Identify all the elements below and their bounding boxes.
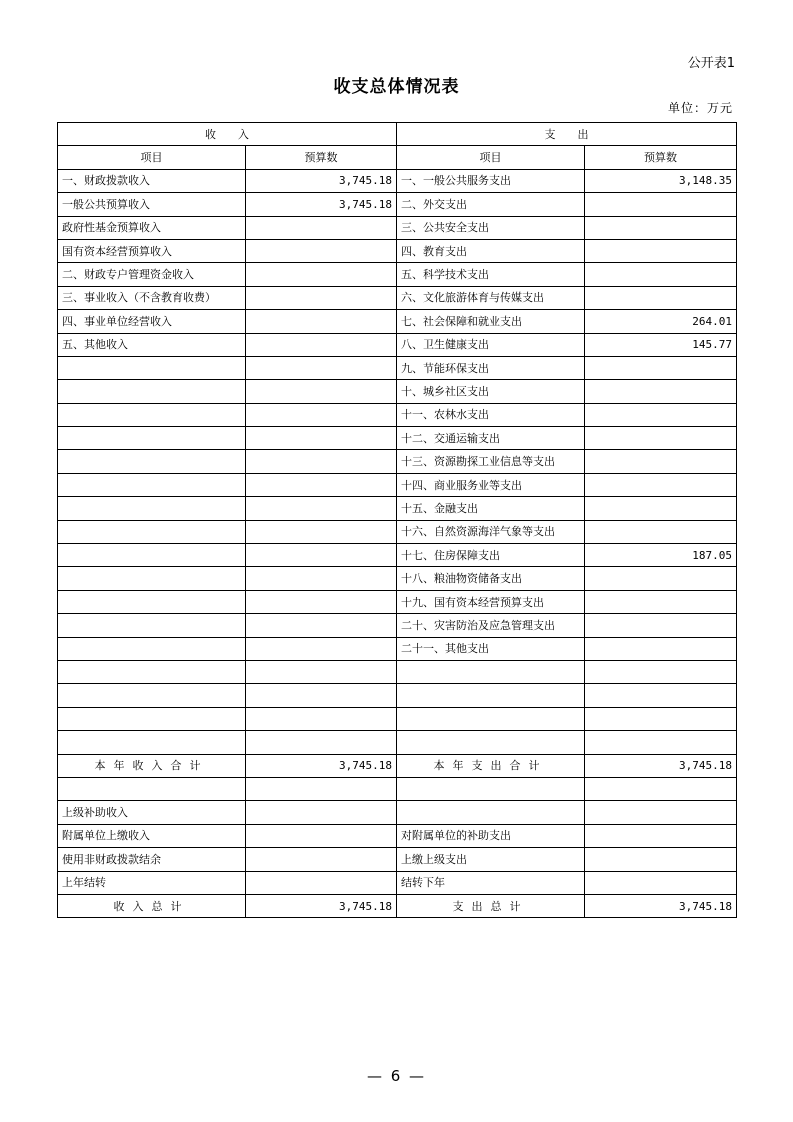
income-item-cell [58, 660, 246, 683]
expense-budget-cell [585, 380, 737, 403]
expense-item-cell: 五、科学技术支出 [397, 263, 585, 286]
income-item-cell [58, 427, 246, 450]
year-total-row [58, 754, 737, 777]
expense-budget-cell [585, 660, 737, 683]
table-row [58, 520, 737, 543]
table-row [58, 707, 737, 730]
income-budget-cell [246, 567, 397, 590]
income-budget-cell [246, 848, 397, 871]
header-row-sections [58, 123, 737, 146]
table-row [58, 356, 737, 379]
income-budget-cell [246, 427, 397, 450]
expense-budget-cell [585, 520, 737, 543]
table-row [58, 310, 737, 333]
income-item-cell: 一、财政拨款收入 [58, 169, 246, 192]
expense-budget-cell [585, 801, 737, 824]
income-budget-cell [246, 473, 397, 496]
income-budget-cell: 3,745.18 [246, 754, 397, 777]
table-row [58, 567, 737, 590]
expense-budget-cell [585, 871, 737, 894]
expense-budget-cell [585, 684, 737, 707]
expense-budget-cell [585, 239, 737, 262]
budget-table-body [58, 123, 737, 918]
income-item-cell: 附属单位上缴收入 [58, 824, 246, 847]
unit-label: 单位：万元 [667, 101, 733, 115]
income-item-cell [58, 544, 246, 567]
income-item-cell: 上年结转 [58, 871, 246, 894]
income-budget-cell [246, 707, 397, 730]
income-budget-cell [246, 497, 397, 520]
income-budget-cell [246, 637, 397, 660]
income-item-cell [58, 356, 246, 379]
income-item-cell: 四、事业单位经营收入 [58, 310, 246, 333]
expense-item-cell: 支出总计 [397, 894, 585, 917]
expense-item-cell: 十、城乡社区支出 [397, 380, 585, 403]
income-budget-cell [246, 216, 397, 239]
expense-item-cell: 七、社会保障和就业支出 [397, 310, 585, 333]
income-budget-cell [246, 614, 397, 637]
income-item-cell [58, 380, 246, 403]
expense-item-cell: 十七、住房保障支出 [397, 544, 585, 567]
table-row [58, 169, 737, 192]
income-budget-cell [246, 356, 397, 379]
expense-item-cell [397, 801, 585, 824]
table-row [58, 801, 737, 824]
income-item-cell [58, 590, 246, 613]
income-budget-cell [246, 660, 397, 683]
expense-budget-cell [585, 824, 737, 847]
table-row [58, 684, 737, 707]
expense-item-cell [397, 731, 585, 754]
expense-budget-cell: 264.01 [585, 310, 737, 333]
expense-item-cell: 三、公共安全支出 [397, 216, 585, 239]
income-item-cell [58, 520, 246, 543]
table-row [58, 497, 737, 520]
income-budget-cell [246, 450, 397, 473]
table-row [58, 216, 737, 239]
expense-budget-cell [585, 497, 737, 520]
table-row [58, 473, 737, 496]
expense-item-cell: 一、一般公共服务支出 [397, 169, 585, 192]
expense-budget-cell: 145.77 [585, 333, 737, 356]
expense-item-cell [397, 660, 585, 683]
income-item-cell: 国有资本经营预算收入 [58, 239, 246, 262]
income-item-cell [58, 684, 246, 707]
expense-budget-cell [585, 637, 737, 660]
expense-budget-cell: 3,745.18 [585, 754, 737, 777]
expense-budget-cell [585, 286, 737, 309]
expense-budget-header: 预算数 [585, 146, 737, 169]
expense-section-header: 支 出 [397, 123, 737, 146]
table-row [58, 193, 737, 216]
expense-item-cell: 十四、商业服务业等支出 [397, 473, 585, 496]
expense-item-cell: 二十一、其他支出 [397, 637, 585, 660]
table-row [58, 263, 737, 286]
income-budget-cell [246, 286, 397, 309]
expense-item-cell: 十八、粮油物资储备支出 [397, 567, 585, 590]
table-row [58, 614, 737, 637]
income-budget-cell: 3,745.18 [246, 894, 397, 917]
expense-item-cell: 十二、交通运输支出 [397, 427, 585, 450]
income-item-cell [58, 403, 246, 426]
expense-budget-cell [585, 473, 737, 496]
expense-item-cell: 十三、资源勘探工业信息等支出 [397, 450, 585, 473]
expense-budget-cell [585, 216, 737, 239]
income-budget-cell [246, 380, 397, 403]
table-row [58, 380, 737, 403]
income-item-cell [58, 473, 246, 496]
income-item-cell [58, 450, 246, 473]
expense-item-cell: 二、外交支出 [397, 193, 585, 216]
expense-budget-cell: 3,745.18 [585, 894, 737, 917]
expense-budget-cell [585, 263, 737, 286]
table-row [58, 544, 737, 567]
income-budget-header: 预算数 [246, 146, 397, 169]
header-row-columns [58, 146, 737, 169]
income-item-cell [58, 777, 246, 800]
income-item-cell: 三、事业收入（不含教育收费） [58, 286, 246, 309]
expense-budget-cell: 187.05 [585, 544, 737, 567]
expense-budget-cell [585, 567, 737, 590]
income-budget-cell [246, 684, 397, 707]
table-row [58, 333, 737, 356]
expense-budget-cell [585, 731, 737, 754]
table-row [58, 286, 737, 309]
income-item-cell [58, 707, 246, 730]
expense-item-header: 项目 [397, 146, 585, 169]
expense-item-cell: 十五、金融支出 [397, 497, 585, 520]
income-budget-cell [246, 333, 397, 356]
table-row [58, 637, 737, 660]
table-row [58, 824, 737, 847]
income-item-cell: 收入总计 [58, 894, 246, 917]
expense-budget-cell [585, 707, 737, 730]
table-row [58, 731, 737, 754]
expense-item-cell: 结转下年 [397, 871, 585, 894]
income-item-cell: 本年收入合计 [58, 754, 246, 777]
income-budget-cell [246, 310, 397, 333]
income-budget-cell [246, 871, 397, 894]
expense-item-cell: 十六、自然资源海洋气象等支出 [397, 520, 585, 543]
income-budget-cell [246, 590, 397, 613]
income-budget-cell [246, 824, 397, 847]
expense-item-cell [397, 777, 585, 800]
expense-item-cell: 四、教育支出 [397, 239, 585, 262]
income-budget-cell [246, 263, 397, 286]
table-row [58, 427, 737, 450]
income-item-cell: 政府性基金预算收入 [58, 216, 246, 239]
expense-item-cell [397, 684, 585, 707]
income-item-cell: 使用非财政拨款结余 [58, 848, 246, 871]
expense-budget-cell [585, 848, 737, 871]
income-budget-cell: 3,745.18 [246, 193, 397, 216]
page-title: 收支总体情况表 [333, 77, 460, 97]
budget-table [57, 122, 737, 918]
expense-item-cell: 十九、国有资本经营预算支出 [397, 590, 585, 613]
expense-budget-cell [585, 590, 737, 613]
expense-budget-cell [585, 193, 737, 216]
grand-total-row [58, 894, 737, 917]
income-item-cell [58, 497, 246, 520]
expense-item-cell: 本年支出合计 [397, 754, 585, 777]
income-item-cell: 一般公共预算收入 [58, 193, 246, 216]
expense-item-cell: 十一、农林水支出 [397, 403, 585, 426]
table-row [58, 871, 737, 894]
income-item-cell [58, 637, 246, 660]
table-row [58, 403, 737, 426]
expense-budget-cell [585, 614, 737, 637]
income-item-cell [58, 731, 246, 754]
income-section-header: 收 入 [58, 123, 397, 146]
income-budget-cell [246, 403, 397, 426]
table-row [58, 590, 737, 613]
income-budget-cell [246, 731, 397, 754]
table-row [58, 848, 737, 871]
income-item-header: 项目 [58, 146, 246, 169]
expense-budget-cell [585, 403, 737, 426]
expense-budget-cell [585, 427, 737, 450]
income-budget-cell [246, 544, 397, 567]
income-budget-cell [246, 239, 397, 262]
income-budget-cell: 3,745.18 [246, 169, 397, 192]
table-number-label: 公开表1 [687, 56, 735, 71]
table-row [58, 239, 737, 262]
table-row [58, 777, 737, 800]
expense-item-cell: 二十、灾害防治及应急管理支出 [397, 614, 585, 637]
expense-item-cell [397, 707, 585, 730]
income-budget-cell [246, 520, 397, 543]
table-row [58, 450, 737, 473]
expense-budget-cell [585, 450, 737, 473]
income-item-cell [58, 567, 246, 590]
expense-item-cell: 六、文化旅游体育与传媒支出 [397, 286, 585, 309]
income-item-cell: 五、其他收入 [58, 333, 246, 356]
expense-budget-cell: 3,148.35 [585, 169, 737, 192]
income-item-cell [58, 614, 246, 637]
expense-item-cell: 九、节能环保支出 [397, 356, 585, 379]
income-item-cell: 上级补助收入 [58, 801, 246, 824]
income-budget-cell [246, 777, 397, 800]
expense-budget-cell [585, 356, 737, 379]
expense-item-cell: 八、卫生健康支出 [397, 333, 585, 356]
income-item-cell: 二、财政专户管理资金收入 [58, 263, 246, 286]
expense-item-cell: 上缴上级支出 [397, 848, 585, 871]
income-budget-cell [246, 801, 397, 824]
page-number: — 6 — [366, 1067, 427, 1085]
expense-budget-cell [585, 777, 737, 800]
expense-item-cell: 对附属单位的补助支出 [397, 824, 585, 847]
table-row [58, 660, 737, 683]
